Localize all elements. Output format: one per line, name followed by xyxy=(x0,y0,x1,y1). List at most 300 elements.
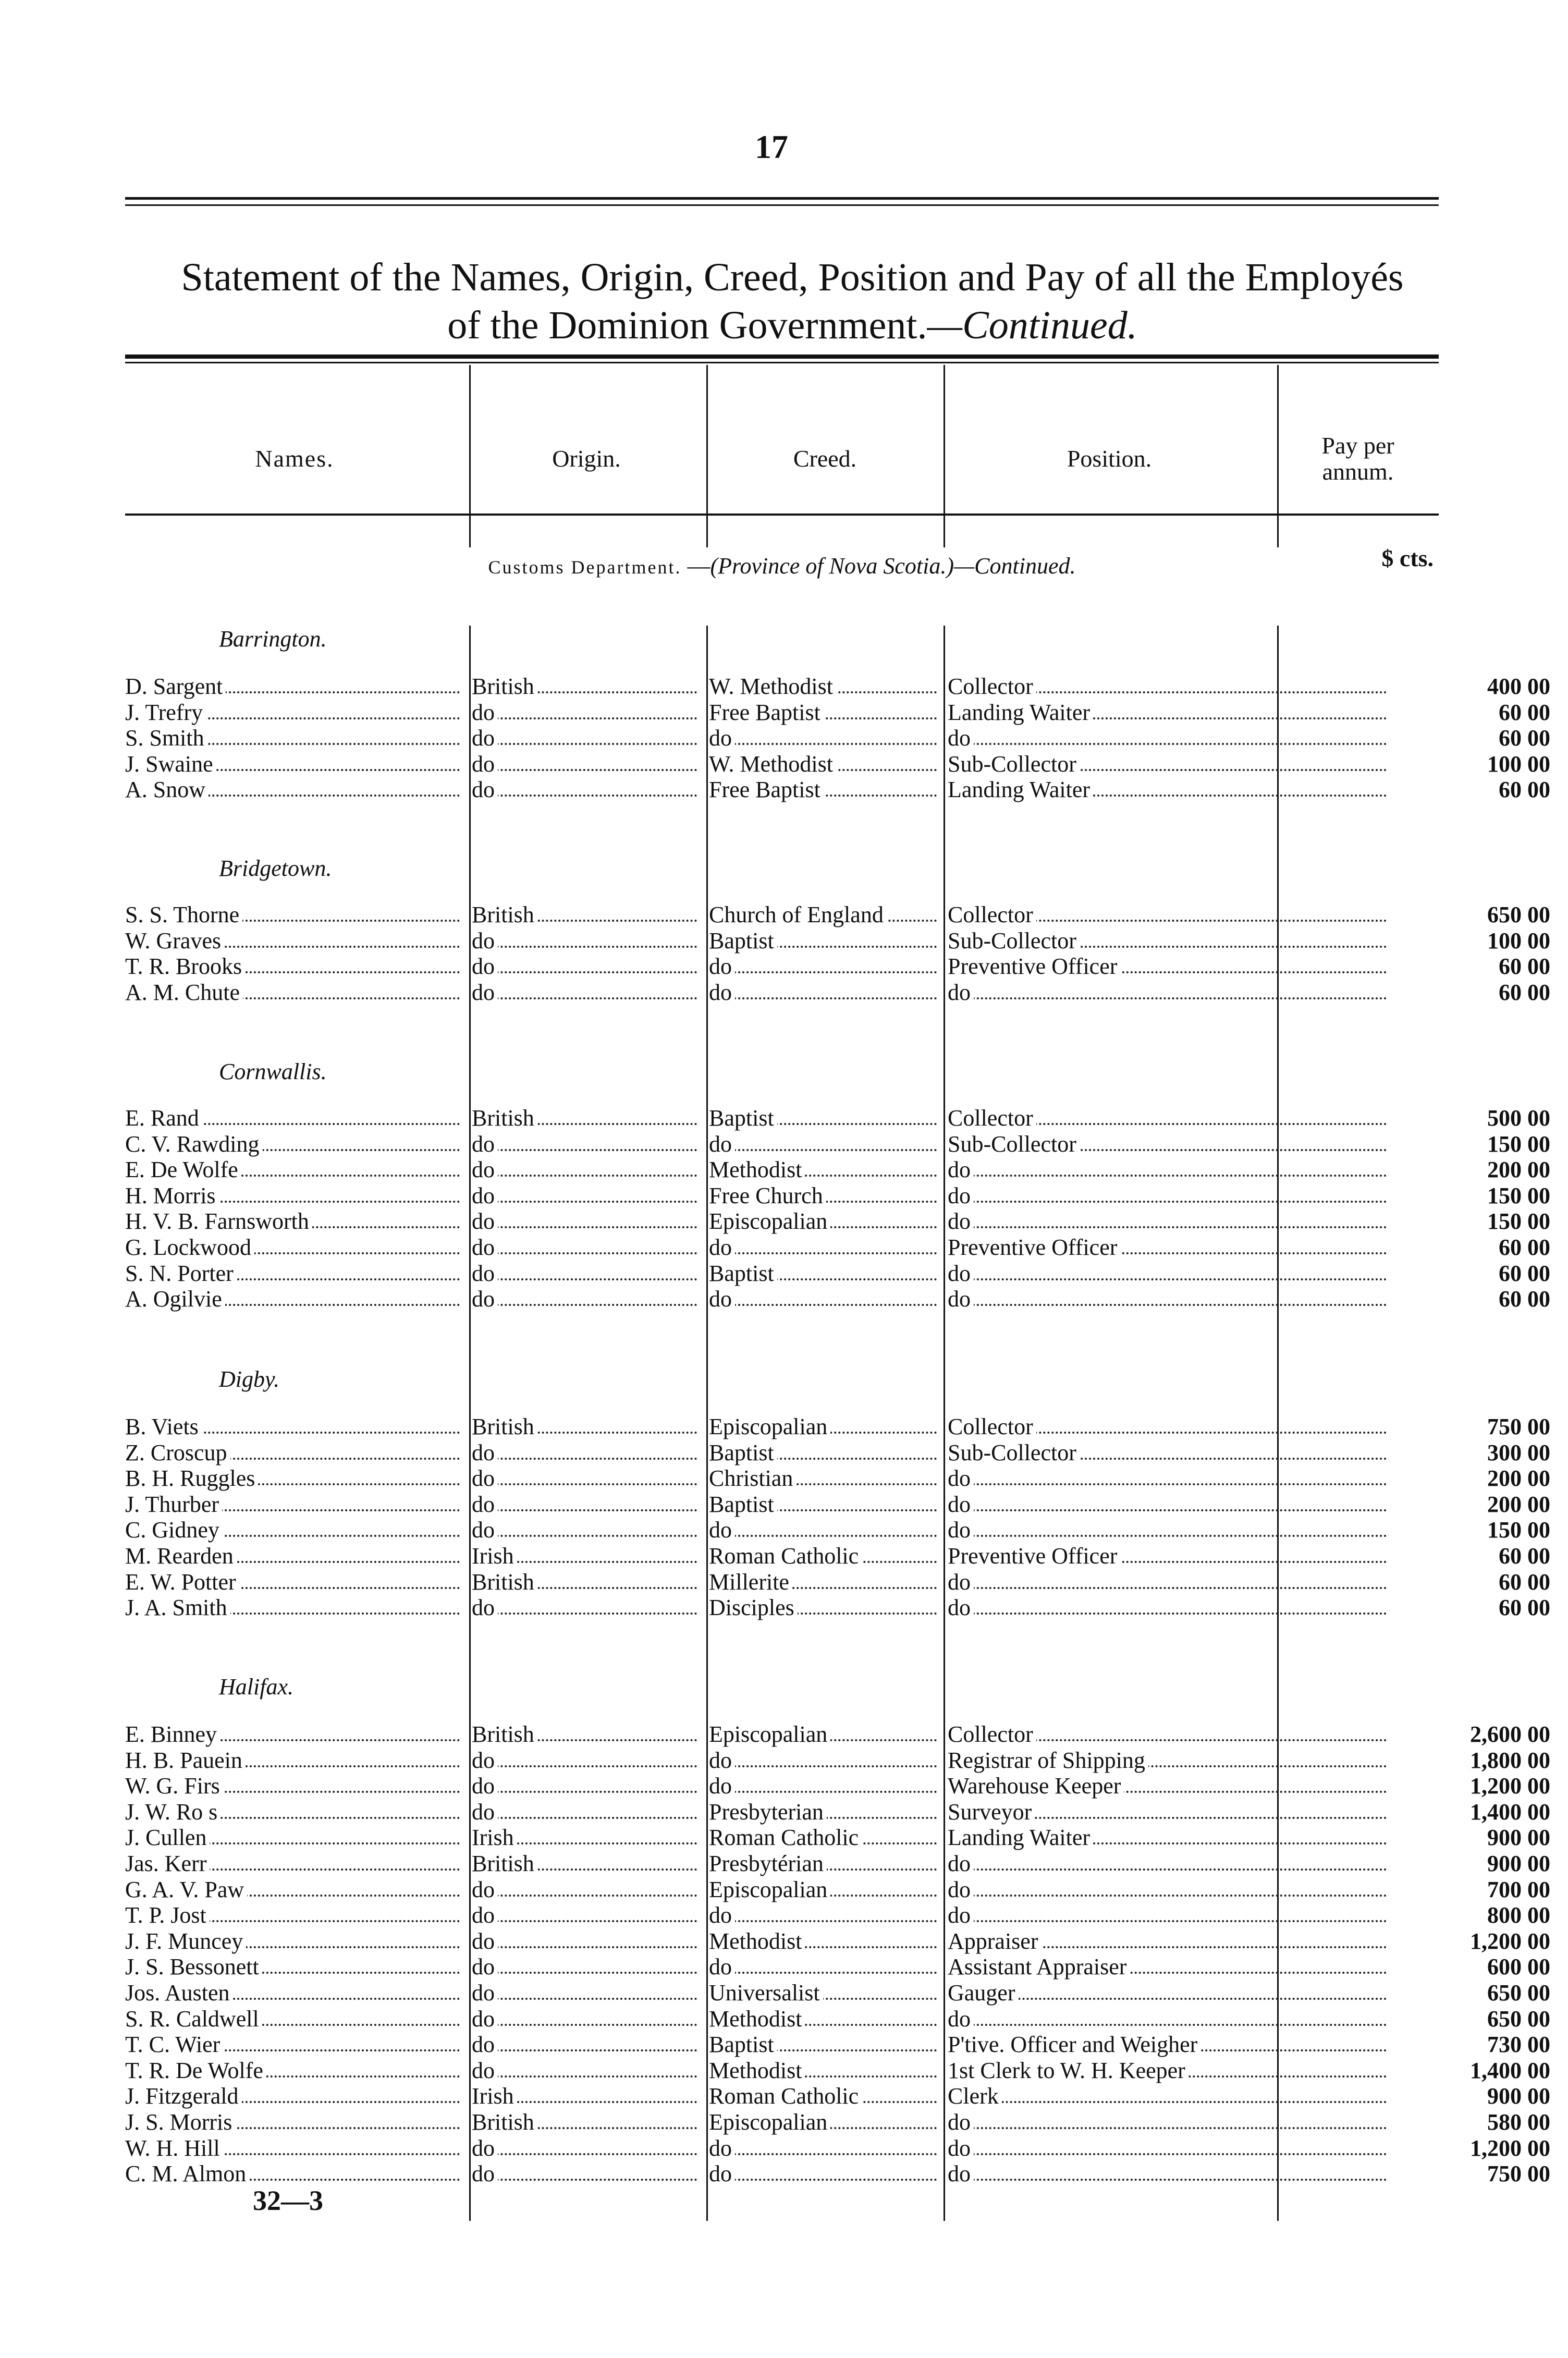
cell-name-text: D. Sargent xyxy=(125,674,226,699)
cell-pay xyxy=(1397,1492,1553,1518)
cell-creed-text: Baptist xyxy=(709,1105,777,1131)
cell-name xyxy=(125,928,464,954)
cell-name-text: E. Rand xyxy=(125,1105,202,1131)
leader-dots xyxy=(948,1509,1387,1511)
cell-pay-text: 750 00 xyxy=(1487,2161,1553,2186)
cell-pay-text: 1,400 00 xyxy=(1470,2058,1553,2083)
table-row xyxy=(125,1851,1550,1877)
table-row xyxy=(125,1721,1550,1748)
cell-name-text: J. Trefry xyxy=(125,700,206,725)
cell-origin-text: do xyxy=(472,1980,498,2006)
cell-name xyxy=(125,1183,464,1209)
table-row xyxy=(125,1235,1550,1261)
cell-pay xyxy=(1397,1721,1553,1748)
cell-origin-text: British xyxy=(472,1414,537,1439)
cell-origin xyxy=(472,1851,701,1877)
table-row xyxy=(125,1595,1550,1621)
cell-creed-text: do xyxy=(709,1517,735,1543)
table-row xyxy=(125,1569,1550,1595)
cell-name xyxy=(125,1208,464,1235)
cell-pay-text: 650 00 xyxy=(1487,1980,1553,2006)
col-header-creed: Creed. xyxy=(793,445,857,472)
cell-creed xyxy=(709,725,941,751)
cell-name-text: B. H. Ruggles xyxy=(125,1465,258,1491)
footer-folio: 32—3 xyxy=(253,2185,323,2216)
cell-origin xyxy=(472,1595,701,1621)
cell-origin xyxy=(472,902,701,928)
cell-creed xyxy=(709,1569,941,1595)
cell-name xyxy=(125,674,464,700)
cell-creed xyxy=(709,1414,941,1440)
cell-creed-text: Episcopalian xyxy=(709,1208,830,1234)
cell-origin xyxy=(472,1414,701,1440)
leader-dots xyxy=(472,1972,697,1974)
cell-origin xyxy=(472,1721,701,1748)
cell-origin xyxy=(472,751,701,777)
cell-position xyxy=(948,725,1391,751)
cell-origin xyxy=(472,1131,701,1157)
cell-position-text: do xyxy=(948,1517,974,1543)
cell-name xyxy=(125,725,464,751)
table-row xyxy=(125,1902,1550,1928)
cell-creed xyxy=(709,1261,941,1287)
cell-name-text: J. Swaine xyxy=(125,751,216,777)
cell-name xyxy=(125,1105,464,1131)
cell-origin xyxy=(472,1157,701,1183)
leader-dots xyxy=(948,2101,1387,2103)
cell-origin xyxy=(472,1440,701,1466)
cell-position xyxy=(948,1131,1391,1157)
cell-name xyxy=(125,902,464,928)
cell-origin-text: do xyxy=(472,2006,498,2032)
cell-pay xyxy=(1397,1773,1553,1799)
cell-name-text: H. B. Pauein xyxy=(125,1748,246,1773)
cell-pay xyxy=(1397,902,1553,928)
leader-dots xyxy=(472,2049,697,2051)
leader-dots xyxy=(948,1535,1387,1537)
cell-position xyxy=(948,1465,1391,1492)
cell-origin xyxy=(472,1208,701,1235)
cell-creed-text: Episcopalian xyxy=(709,1877,830,1902)
cell-name-text: C. V. Rawding xyxy=(125,1131,263,1157)
col-header-origin: Origin. xyxy=(552,445,621,472)
cell-creed-text: do xyxy=(709,980,735,1005)
cell-name xyxy=(125,1851,464,1877)
cell-position-text: do xyxy=(948,725,974,751)
cell-name xyxy=(125,1414,464,1440)
cell-name xyxy=(125,1235,464,1261)
table-row xyxy=(125,1439,1550,1466)
cell-creed-text: Methodist xyxy=(709,2058,805,2083)
cell-origin-text: do xyxy=(472,1595,498,1620)
cell-name-text: E. W. Potter xyxy=(125,1569,239,1595)
cell-name xyxy=(125,1825,464,1851)
col-header-position: Position. xyxy=(1067,445,1152,472)
cell-position xyxy=(948,777,1391,803)
cell-creed xyxy=(709,2032,941,2058)
cell-creed-text: do xyxy=(709,1748,735,1773)
cell-origin xyxy=(472,725,701,751)
cell-position xyxy=(948,751,1391,777)
leader-dots xyxy=(948,997,1387,999)
table-row xyxy=(125,1517,1550,1543)
group-heading: Bridgetown. xyxy=(219,856,332,881)
cell-creed-text: W. Methodist xyxy=(709,751,836,777)
leader-dots xyxy=(472,1278,697,1280)
cell-name-text: J. S. Morris xyxy=(125,2109,235,2135)
cell-origin-text: do xyxy=(472,980,498,1005)
leader-dots xyxy=(709,1149,937,1151)
cell-position-text: do xyxy=(948,1595,974,1620)
cell-name xyxy=(125,1517,464,1543)
table-row xyxy=(125,1491,1550,1518)
cell-name-text: E. Binney xyxy=(125,1721,220,1747)
title-first-word: Statement xyxy=(181,255,340,299)
header-divider-2 xyxy=(706,365,708,547)
cell-name-text: J. S. Bessonett xyxy=(125,1954,262,1980)
cell-pay xyxy=(1397,1235,1553,1261)
table-row xyxy=(125,2109,1550,2135)
cell-name xyxy=(125,2032,464,2058)
cell-pay xyxy=(1397,700,1553,726)
leader-dots xyxy=(472,1304,697,1306)
table-row xyxy=(125,674,1550,700)
cell-creed xyxy=(709,1825,941,1851)
cell-creed-text: do xyxy=(709,1235,735,1260)
cell-origin-text: British xyxy=(472,902,537,927)
cell-pay-text: 60 00 xyxy=(1499,980,1553,1005)
cell-pay xyxy=(1397,1183,1553,1209)
cell-origin xyxy=(472,2161,701,2187)
cell-pay xyxy=(1397,1748,1553,1774)
cell-creed xyxy=(709,1954,941,1980)
cell-creed-text: Methodist xyxy=(709,2006,805,2032)
cell-name-text: H. V. B. Farnsworth xyxy=(125,1208,312,1234)
table-row xyxy=(125,1928,1550,1954)
leader-dots xyxy=(709,971,937,973)
cell-origin-text: British xyxy=(472,2109,537,2135)
cell-creed-text: Free Church xyxy=(709,1183,826,1208)
cell-creed xyxy=(709,1851,941,1877)
cell-position xyxy=(948,674,1391,700)
table-row xyxy=(125,1747,1550,1774)
cell-name xyxy=(125,1492,464,1518)
cell-position-text: Gauger xyxy=(948,1980,1019,2006)
cell-origin-text: do xyxy=(472,2135,498,2161)
cell-position-text: do xyxy=(948,1208,974,1234)
table-row xyxy=(125,954,1550,980)
cell-position xyxy=(948,1543,1391,1569)
cell-origin-text: do xyxy=(472,1928,498,1954)
leader-dots xyxy=(948,1175,1387,1177)
cell-position-text: do xyxy=(948,2161,974,2186)
cell-pay-text: 60 00 xyxy=(1499,777,1553,802)
group-heading: Halifax. xyxy=(219,1674,293,1700)
cell-creed xyxy=(709,2058,941,2084)
table-row xyxy=(125,1980,1550,2006)
cell-pay-text: 800 00 xyxy=(1487,1902,1553,1928)
cell-origin xyxy=(472,1465,701,1492)
table-row xyxy=(125,2006,1550,2032)
cell-position xyxy=(948,1980,1391,2006)
cell-position-text: do xyxy=(948,1851,974,1876)
cell-name-text: S. Smith xyxy=(125,725,207,751)
cell-origin-text: do xyxy=(472,700,498,725)
cell-creed-text: Methodist xyxy=(709,1928,805,1954)
cell-origin-text: do xyxy=(472,751,498,777)
cell-name xyxy=(125,980,464,1006)
cell-position xyxy=(948,2032,1391,2058)
cell-position-text: Collector xyxy=(948,1721,1036,1747)
title-rest: of the Names, Origin, Creed, Position and Pay of all the Employés xyxy=(349,255,1404,299)
cell-creed xyxy=(709,2109,941,2135)
cell-pay xyxy=(1397,751,1553,777)
cell-origin xyxy=(472,2135,701,2161)
cell-origin-text: do xyxy=(472,1286,498,1312)
cell-creed-text: do xyxy=(709,2161,735,2186)
cell-creed-text: Universalist xyxy=(709,1980,823,2006)
cell-position xyxy=(948,1286,1391,1312)
table-row xyxy=(125,2032,1550,2058)
cell-creed xyxy=(709,2006,941,2032)
cell-pay-text: 750 00 xyxy=(1487,1414,1553,1439)
leader-dots xyxy=(472,1946,697,1948)
cell-origin xyxy=(472,1105,701,1131)
cell-position xyxy=(948,928,1391,954)
leader-dots xyxy=(948,1304,1387,1306)
cell-position xyxy=(948,1595,1391,1621)
cell-name xyxy=(125,700,464,726)
cell-origin xyxy=(472,2058,701,2084)
table-row xyxy=(125,1208,1550,1235)
leader-dots xyxy=(472,1895,697,1897)
cell-name xyxy=(125,1157,464,1183)
cell-position-text: Sub-Collector xyxy=(948,928,1080,954)
cell-origin-text: do xyxy=(472,1440,498,1465)
cell-creed-text: Roman Catholic xyxy=(709,2083,862,2109)
cell-pay-text: 60 00 xyxy=(1499,1261,1553,1286)
cell-position-text: do xyxy=(948,1902,974,1928)
cell-position-text: Preventive Officer xyxy=(948,1543,1120,1569)
cell-pay xyxy=(1397,954,1553,980)
cell-creed xyxy=(709,1595,941,1621)
cell-position xyxy=(948,1799,1391,1825)
cell-pay xyxy=(1397,1517,1553,1543)
table-row xyxy=(125,1825,1550,1851)
cell-name-text: C. M. Almon xyxy=(125,2161,249,2186)
cell-pay xyxy=(1397,1157,1553,1183)
cell-name xyxy=(125,2161,464,2187)
table-row xyxy=(125,902,1550,928)
cell-origin-text: British xyxy=(472,1105,537,1131)
cell-name-text: W. H. Hill xyxy=(125,2135,223,2161)
table-row xyxy=(125,1260,1550,1287)
cell-position xyxy=(948,1773,1391,1799)
cell-creed xyxy=(709,1157,941,1183)
cell-origin xyxy=(472,2006,701,2032)
leader-dots xyxy=(948,1278,1387,1280)
header-rule-top-1 xyxy=(125,355,1439,359)
cell-position-text: do xyxy=(948,2109,974,2135)
table-row xyxy=(125,1105,1550,1131)
leader-dots xyxy=(472,1226,697,1228)
cell-creed-text: do xyxy=(709,1902,735,1928)
leader-dots xyxy=(472,946,697,948)
cell-position-text: 1st Clerk to W. H. Keeper xyxy=(948,2058,1189,2083)
cell-pay-text: 500 00 xyxy=(1487,1105,1553,1131)
cell-creed-text: do xyxy=(709,725,735,751)
table-row xyxy=(125,1876,1550,1903)
cell-name xyxy=(125,1748,464,1774)
cell-name-text: J. Cullen xyxy=(125,1825,210,1850)
cell-pay xyxy=(1397,674,1553,700)
cell-origin xyxy=(472,928,701,954)
cell-pay-text: 650 00 xyxy=(1487,902,1553,927)
cell-origin xyxy=(472,1517,701,1543)
cell-name-text: A. Snow xyxy=(125,777,209,802)
cell-origin xyxy=(472,1825,701,1851)
cell-origin-text: do xyxy=(472,1235,498,1260)
leader-dots xyxy=(472,1920,697,1922)
table-row xyxy=(125,699,1550,726)
cell-origin-text: do xyxy=(472,1261,498,1286)
cell-pay-text: 2,600 00 xyxy=(1470,1721,1553,1747)
cell-position xyxy=(948,1208,1391,1235)
cell-pay-text: 150 00 xyxy=(1487,1208,1553,1234)
cell-pay-text: 1,200 00 xyxy=(1470,1773,1553,1799)
page-title xyxy=(125,253,1460,349)
cell-name xyxy=(125,1465,464,1492)
cell-origin-text: do xyxy=(472,1877,498,1902)
cell-name-text: Jos. Austen xyxy=(125,1980,232,2006)
cell-creed xyxy=(709,674,941,700)
cell-origin-text: Irish xyxy=(472,2083,517,2109)
cell-origin-text: do xyxy=(472,777,498,802)
cell-creed-text: Baptist xyxy=(709,1261,777,1286)
cell-pay xyxy=(1397,2109,1553,2135)
header-rule-top-2 xyxy=(125,362,1439,363)
section-title: Customs Department. —(Province of Nova Scotia.)—Continued. xyxy=(488,553,1076,579)
cell-creed xyxy=(709,980,941,1006)
cell-pay xyxy=(1397,725,1553,751)
cell-name-text: Jas. Kerr xyxy=(125,1851,210,1876)
cell-name xyxy=(125,1928,464,1954)
cell-pay-text: 900 00 xyxy=(1487,1825,1553,1850)
cell-creed xyxy=(709,902,941,928)
cell-position-text: Assistant Appraiser xyxy=(948,1954,1130,1980)
cell-pay-text: 600 00 xyxy=(1487,1954,1553,1980)
cell-position-text: Warehouse Keeper xyxy=(948,1773,1124,1799)
cell-origin xyxy=(472,1492,701,1518)
cell-creed-text: do xyxy=(709,1131,735,1157)
cell-creed xyxy=(709,1721,941,1748)
cell-position xyxy=(948,1954,1391,1980)
cell-position xyxy=(948,1877,1391,1903)
cell-pay xyxy=(1397,1877,1553,1903)
leader-dots xyxy=(948,1201,1387,1203)
cell-position-text: Surveyor xyxy=(948,1799,1035,1825)
cell-creed-text: Baptist xyxy=(709,1440,777,1465)
cell-name xyxy=(125,751,464,777)
cell-pay xyxy=(1397,1902,1553,1928)
cell-pay-text: 100 00 xyxy=(1487,928,1553,954)
top-rule-2 xyxy=(125,204,1439,206)
cell-pay xyxy=(1397,2006,1553,2032)
cell-position-text: do xyxy=(948,1877,974,1902)
cell-position xyxy=(948,1569,1391,1595)
col-header-names: Names. xyxy=(255,445,334,472)
cell-creed xyxy=(709,751,941,777)
cell-origin-text: do xyxy=(472,1183,498,1208)
cell-origin xyxy=(472,1928,701,1954)
table-row xyxy=(125,1773,1550,1799)
cell-origin xyxy=(472,1569,701,1595)
cell-creed xyxy=(709,1980,941,2006)
cell-name xyxy=(125,1131,464,1157)
table-row xyxy=(125,725,1550,751)
cell-position xyxy=(948,1928,1391,1954)
cell-position-text: do xyxy=(948,980,974,1005)
leader-dots xyxy=(948,2179,1387,2181)
cell-name-text: J. F. Muncey xyxy=(125,1928,246,1954)
cell-creed-text: Free Baptist xyxy=(709,777,824,802)
page-number: 17 xyxy=(755,128,788,165)
cell-origin xyxy=(472,1799,701,1825)
cell-pay xyxy=(1397,2161,1553,2187)
cell-origin-text: do xyxy=(472,954,498,979)
leader-dots xyxy=(948,1612,1387,1615)
cell-origin xyxy=(472,1980,701,2006)
leader-dots xyxy=(948,1226,1387,1228)
cell-origin xyxy=(472,1954,701,1980)
cell-creed-text: Episcopalian xyxy=(709,1414,830,1439)
cell-position xyxy=(948,1440,1391,1466)
cell-name xyxy=(125,1595,464,1621)
cell-position-text: Preventive Officer xyxy=(948,954,1120,979)
leader-dots xyxy=(472,997,697,999)
table-row xyxy=(125,1543,1550,1569)
cell-name xyxy=(125,1773,464,1799)
cell-name-text: C. Gidney xyxy=(125,1517,223,1543)
cell-origin xyxy=(472,1261,701,1287)
cell-creed xyxy=(709,1105,941,1131)
table-row xyxy=(125,979,1550,1006)
cell-origin xyxy=(472,980,701,1006)
cell-creed xyxy=(709,2083,941,2109)
leader-dots xyxy=(709,997,937,999)
cell-position xyxy=(948,1105,1391,1131)
header-divider-1 xyxy=(469,365,471,547)
cell-origin xyxy=(472,1773,701,1799)
cell-name-text: T. R. De Wolfe xyxy=(125,2058,266,2083)
leader-dots xyxy=(472,1791,697,1793)
cell-pay-text: 300 00 xyxy=(1487,1440,1553,1465)
cell-creed xyxy=(709,1799,941,1825)
cell-name xyxy=(125,1569,464,1595)
cell-creed xyxy=(709,954,941,980)
cell-creed-text: do xyxy=(709,1954,735,1980)
leader-dots xyxy=(948,1895,1387,1897)
table-row xyxy=(125,1954,1550,1980)
cell-creed xyxy=(709,1492,941,1518)
cell-position-text: do xyxy=(948,1183,974,1208)
cell-origin xyxy=(472,2083,701,2109)
cell-origin xyxy=(472,954,701,980)
cell-pay-text: 150 00 xyxy=(1487,1517,1553,1543)
cell-name-text: Z. Croscup xyxy=(125,1440,230,1465)
table-row xyxy=(125,1157,1550,1183)
leader-dots xyxy=(948,1868,1387,1871)
